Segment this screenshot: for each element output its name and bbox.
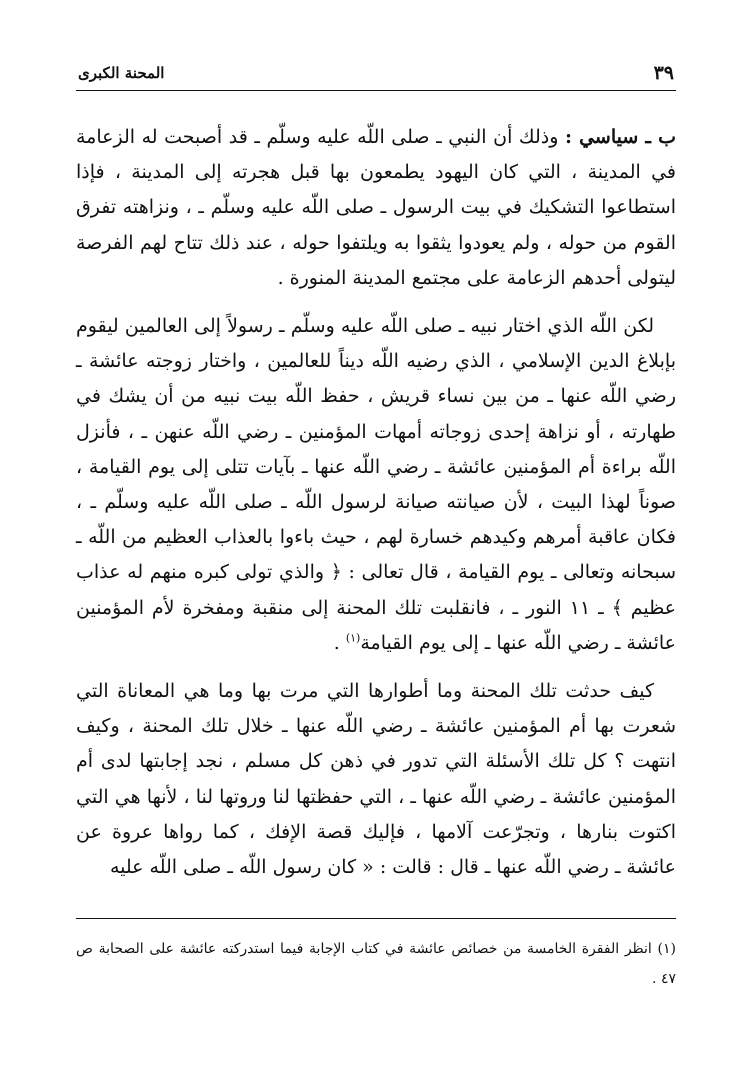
- paragraph-text: لكن اللّه الذي اختار نبيه ـ صلى اللّه عليه وسلّم ـ رسولاً إلى العالمين ليقوم بإبلاغ الدين الإسلامي ، الذي رضيه اللّه ديناً للعالمين ، واختار زوجته عائشة ـ رضي اللّه عنها ـ من بين نساء قريش ، حفظ اللّه بيت نبيه من أن يشك في طهارته ، أو نزاهة إحدى زوجاته أمهات المؤمنين ـ رضي اللّه عنهن ـ ، فأنزل اللّه براءة أم المؤمنين عائشة ـ رضي اللّه عنها ـ بآيات تتلى إلى يوم القيامة ، صوناً لهذا البيت ، لأن صيانته صيانة لرسول اللّه ـ صلى اللّه عليه وسلّم ـ ، فكان عاقبة أمرهم وكيدهم خسارة لهم ، حيث باءوا بالعذاب العظيم من اللّه ـ سبحانه وتعالى ـ يوم القيامة ، قال تعالى : ﴿ والذي تولى كبره منهم له عذاب عظيم ﴾ ـ ١١ النور ـ ، فانقلبت تلك المحنة إلى منقبة ومفخرة لأم المؤمنين عائشة ـ رضي اللّه عنها ـ إلى يوم القيامة: [76, 315, 677, 654]
- footnote-divider: [76, 918, 676, 919]
- paragraph-text: وذلك أن النبي ـ صلى اللّه عليه وسلّم ـ قد أصبحت له الزعامة في المدينة ، التي كان اليهود يطمعون بها قبل هجرته إلى المدينة ، فإذا استطاعوا التشكيك في بيت الرسول ـ صلى اللّه عليه وسلّم ـ ، ونزاهته تفرق القوم من حوله ، ولم يعودوا يثقوا به ويلتفوا حوله ، عند ذلك تتاح لهم الفرصة ليتولى أحدهم الزعامة على مجتمع المدينة المنورة .: [76, 126, 676, 289]
- header-divider: [76, 90, 676, 91]
- paragraph-text: كيف حدثت تلك المحنة وما أطوارها التي مرت بها وما هي المعاناة التي شعرت بها أم المؤمنين عائشة ـ رضي اللّه عنها ـ خلال تلك المحنة ، وكيف انتهت ؟ كل تلك الأسئلة التي تدور في ذهن كل مسلم ، نجد إجابتها لدى أم المؤمنين عائشة ـ رضي اللّه عنها ـ ، التي حفظتها لنا وروتها لنا ، لأنها هي التي اكتوت بنارها ، وتجرّعت آلامها ، فإليك قصة الإفك ، كما رواها عروة عن عائشة ـ رضي اللّه عنها ـ قال : قالت : « كان رسول اللّه ـ صلى اللّه عليه: [76, 680, 676, 879]
- paragraph-divine-protection: [76, 309, 676, 661]
- section-label: ب ـ سياسي :: [564, 126, 676, 148]
- paragraph-political: [76, 120, 676, 296]
- running-title: المحنة الكبرى: [78, 64, 165, 82]
- paragraph-tail: .: [333, 631, 346, 654]
- page-number: ٣٩: [653, 62, 674, 84]
- main-text: [76, 120, 676, 885]
- footnote: [76, 934, 676, 994]
- footnote-marker: (١): [345, 631, 361, 645]
- page-header: [76, 60, 676, 88]
- paragraph-questions: [76, 674, 676, 885]
- footnote-text: (١) انظر الفقرة الخامسة من خصائص عائشة في كتاب الإجابة فيما استدركته عائشة على الصحابة ص ٤٧ .: [76, 941, 676, 987]
